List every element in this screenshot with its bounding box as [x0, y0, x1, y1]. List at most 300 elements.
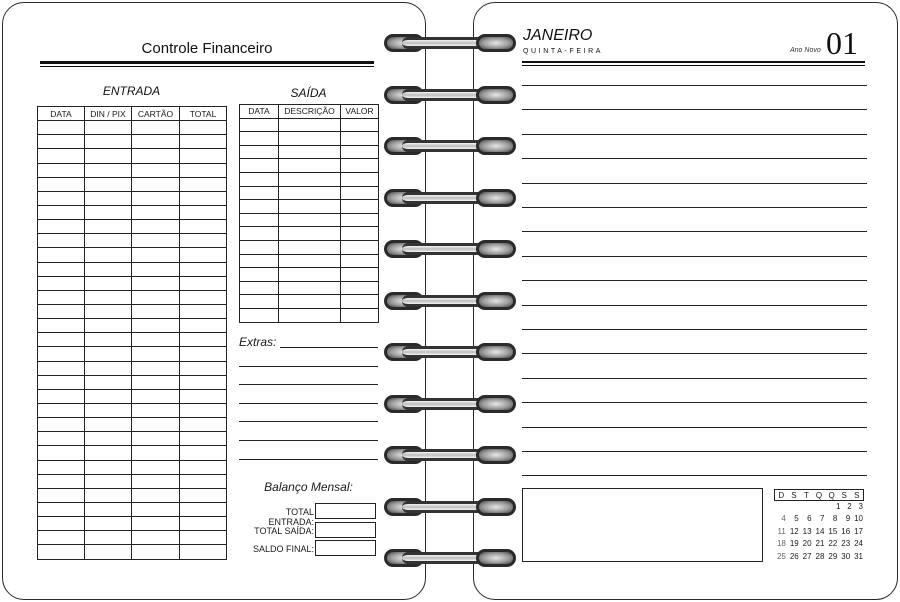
table-cell — [132, 488, 180, 502]
entrada-label: ENTRADA — [102, 84, 161, 98]
table-cell — [85, 418, 132, 432]
table-cell — [132, 446, 180, 460]
entrada-row — [38, 432, 227, 446]
calendar-day: 2 — [847, 502, 852, 511]
table-cell — [38, 347, 85, 361]
entrada-row — [38, 545, 227, 559]
spiral-coil — [384, 238, 516, 260]
table-cell — [180, 432, 227, 446]
table-cell — [180, 474, 227, 488]
table-cell — [38, 177, 85, 191]
spiral-coil — [384, 84, 516, 106]
table-cell — [132, 474, 180, 488]
entrada-row — [38, 333, 227, 347]
entrada-row — [38, 403, 227, 417]
table-cell — [279, 132, 341, 146]
table-cell — [132, 163, 180, 177]
table-cell — [38, 234, 85, 248]
weekday-label: QUINTA-FEIRA — [523, 48, 604, 55]
header-divider-thin — [522, 65, 865, 66]
table-cell — [180, 418, 227, 432]
table-cell — [38, 319, 85, 333]
spiral-coil — [384, 547, 516, 569]
entrada-row — [38, 177, 227, 191]
note-line — [522, 207, 867, 208]
table-cell — [240, 295, 279, 309]
entrada-row — [38, 149, 227, 163]
table-cell — [240, 213, 279, 227]
calendar-day: 3 — [858, 502, 863, 511]
entrada-col-data: DATA — [38, 107, 85, 121]
spiral-coil — [384, 496, 516, 518]
table-cell — [38, 474, 85, 488]
table-cell — [132, 333, 180, 347]
note-line — [522, 451, 867, 452]
calendar-day: 4 — [781, 514, 786, 524]
table-cell — [180, 446, 227, 460]
calendar-day: 24 — [854, 539, 864, 549]
calendar-day: 22 — [828, 539, 838, 549]
table-cell — [38, 403, 85, 417]
calendar-day: 30 — [841, 551, 851, 561]
table-cell — [38, 333, 85, 347]
extras-line — [239, 459, 378, 460]
table-cell — [341, 295, 379, 309]
table-cell — [38, 545, 85, 559]
saida-row — [240, 186, 379, 200]
table-cell — [240, 172, 279, 186]
calendar-day: 7 — [819, 514, 825, 524]
holiday-label: Ano Novo — [790, 47, 821, 54]
calendar-day: 1 — [836, 502, 841, 511]
table-cell — [180, 177, 227, 191]
table-cell — [38, 375, 85, 389]
table-cell — [85, 248, 132, 262]
extras-line — [239, 366, 378, 367]
table-cell — [341, 240, 379, 254]
table-cell — [85, 276, 132, 290]
entrada-row — [38, 502, 227, 516]
saida-col-descricao: DESCRIÇÃO — [279, 105, 341, 119]
note-line — [522, 183, 867, 184]
entrada-row — [38, 205, 227, 219]
table-cell — [38, 276, 85, 290]
table-cell — [85, 262, 132, 276]
calendar-day: 8 — [832, 514, 838, 524]
title-divider-thin — [40, 66, 374, 67]
calendar-week — [774, 513, 864, 525]
calendar-day: 28 — [815, 551, 825, 561]
calendar-day: 5 — [794, 514, 799, 524]
calendar-day: 29 — [828, 551, 838, 561]
note-line — [522, 475, 867, 476]
saida-row — [240, 159, 379, 173]
table-cell — [180, 319, 227, 333]
calendar-week — [774, 551, 864, 563]
table-cell — [38, 517, 85, 531]
entrada-row — [38, 304, 227, 318]
table-cell — [85, 205, 132, 219]
saida-row — [240, 295, 379, 309]
table-cell — [85, 545, 132, 559]
note-line — [522, 427, 867, 428]
table-cell — [240, 268, 279, 282]
calendar-day: 9 — [845, 514, 851, 524]
table-cell — [85, 389, 132, 403]
table-cell — [38, 135, 85, 149]
table-cell — [132, 375, 180, 389]
entrada-row — [38, 248, 227, 262]
calendar-day: 11 — [777, 526, 786, 536]
spiral-coil — [384, 444, 516, 466]
table-cell — [240, 186, 279, 200]
table-cell — [180, 234, 227, 248]
table-cell — [180, 205, 227, 219]
calendar-day: 31 — [854, 551, 864, 561]
table-cell — [279, 308, 341, 322]
table-cell — [240, 254, 279, 268]
saida-row — [240, 200, 379, 214]
entrada-row — [38, 276, 227, 290]
table-cell — [85, 460, 132, 474]
entrada-row — [38, 290, 227, 304]
table-cell — [341, 159, 379, 173]
table-cell — [85, 403, 132, 417]
header-divider — [522, 61, 865, 63]
table-cell — [38, 191, 85, 205]
table-cell — [180, 149, 227, 163]
saida-row — [240, 172, 379, 186]
entrada-row — [38, 135, 227, 149]
table-cell — [341, 227, 379, 241]
table-cell — [132, 262, 180, 276]
table-cell — [85, 220, 132, 234]
table-cell — [132, 304, 180, 318]
extras-line — [239, 440, 378, 441]
note-line — [522, 280, 867, 281]
saida-col-data: DATA — [240, 105, 279, 119]
saida-row — [240, 308, 379, 322]
table-cell — [180, 163, 227, 177]
saida-row — [240, 240, 379, 254]
table-cell — [85, 177, 132, 191]
table-cell — [180, 276, 227, 290]
note-line — [522, 231, 867, 232]
table-cell — [85, 290, 132, 304]
entrada-row — [38, 418, 227, 432]
table-cell — [38, 531, 85, 545]
table-cell — [132, 347, 180, 361]
table-cell — [85, 432, 132, 446]
table-cell — [132, 234, 180, 248]
table-cell — [132, 531, 180, 545]
table-cell — [85, 333, 132, 347]
note-line — [522, 256, 867, 257]
table-cell — [279, 240, 341, 254]
table-cell — [341, 118, 379, 132]
table-cell — [38, 389, 85, 403]
table-cell — [279, 295, 341, 309]
calendar-day: 23 — [841, 539, 851, 549]
calendar-day: 6 — [807, 514, 812, 524]
table-cell — [85, 191, 132, 205]
entrada-col-total: TOTAL — [180, 107, 227, 121]
table-cell — [180, 517, 227, 531]
total-entrada-box — [315, 503, 376, 519]
table-cell — [132, 248, 180, 262]
table-cell — [180, 304, 227, 318]
saida-header-row — [240, 105, 379, 119]
entrada-row — [38, 262, 227, 276]
calendar-week — [774, 526, 864, 538]
entrada-col-din-pix: DIN / PIX — [85, 107, 132, 121]
table-cell — [180, 361, 227, 375]
table-cell — [132, 517, 180, 531]
entrada-row — [38, 531, 227, 545]
table-cell — [341, 213, 379, 227]
table-cell — [132, 135, 180, 149]
table-cell — [240, 308, 279, 322]
balanco-label: Balanço Mensal: — [264, 480, 353, 494]
table-cell — [38, 432, 85, 446]
table-cell — [85, 163, 132, 177]
calendar-day: 14 — [815, 526, 825, 536]
table-cell — [132, 205, 180, 219]
note-line — [522, 134, 867, 135]
table-cell — [132, 121, 180, 135]
table-cell — [180, 191, 227, 205]
table-cell — [38, 304, 85, 318]
table-cell — [180, 135, 227, 149]
table-cell — [279, 200, 341, 214]
table-cell — [132, 418, 180, 432]
month-title: JANEIRO — [523, 27, 593, 44]
table-cell — [180, 502, 227, 516]
table-cell — [180, 121, 227, 135]
table-cell — [180, 389, 227, 403]
table-cell — [180, 248, 227, 262]
day-number: 01 — [826, 25, 858, 61]
entrada-col-cartao: CARTÃO — [132, 107, 180, 121]
table-cell — [341, 132, 379, 146]
table-cell — [38, 163, 85, 177]
spiral-coil — [384, 393, 516, 415]
extras-line — [239, 421, 378, 422]
table-cell — [341, 281, 379, 295]
table-cell — [38, 121, 85, 135]
calendar-weekday: Q — [828, 491, 835, 500]
table-cell — [132, 432, 180, 446]
entrada-row — [38, 446, 227, 460]
table-cell — [279, 172, 341, 186]
table-cell — [180, 488, 227, 502]
table-cell — [341, 172, 379, 186]
table-cell — [85, 474, 132, 488]
table-cell — [240, 200, 279, 214]
calendar-week — [774, 538, 864, 550]
table-cell — [180, 403, 227, 417]
table-cell — [85, 446, 132, 460]
extras-line — [280, 347, 378, 348]
note-line — [522, 305, 867, 306]
table-cell — [279, 281, 341, 295]
table-cell — [38, 418, 85, 432]
table-cell — [85, 531, 132, 545]
calendar-week — [774, 501, 864, 513]
calendar-day: 10 — [854, 514, 864, 524]
saida-table — [239, 104, 379, 323]
entrada-row — [38, 121, 227, 135]
calendar-day: 18 — [776, 539, 786, 549]
table-cell — [132, 545, 180, 559]
table-cell — [132, 361, 180, 375]
spiral-coil — [384, 32, 516, 54]
table-cell — [85, 304, 132, 318]
spiral-coil — [384, 187, 516, 209]
table-cell — [279, 213, 341, 227]
table-cell — [38, 361, 85, 375]
entrada-row — [38, 220, 227, 234]
table-cell — [279, 145, 341, 159]
table-cell — [38, 446, 85, 460]
spiral-coil — [384, 135, 516, 157]
table-cell — [240, 281, 279, 295]
table-cell — [85, 135, 132, 149]
table-cell — [132, 319, 180, 333]
table-cell — [132, 191, 180, 205]
entrada-row — [38, 460, 227, 474]
table-cell — [38, 248, 85, 262]
table-cell — [341, 200, 379, 214]
entrada-table — [37, 106, 227, 560]
entrada-row — [38, 319, 227, 333]
table-cell — [240, 227, 279, 241]
table-cell — [85, 375, 132, 389]
table-cell — [38, 149, 85, 163]
table-cell — [180, 347, 227, 361]
table-cell — [85, 488, 132, 502]
table-cell — [341, 145, 379, 159]
notes-box — [522, 488, 763, 562]
note-line — [522, 353, 867, 354]
note-line — [522, 402, 867, 403]
table-cell — [132, 276, 180, 290]
table-cell — [85, 319, 132, 333]
calendar-day: 12 — [789, 526, 799, 536]
table-cell — [279, 159, 341, 173]
calendar-weekday: S — [841, 491, 847, 500]
table-cell — [85, 121, 132, 135]
calendar-header — [774, 489, 864, 501]
saldo-final-box — [315, 540, 376, 556]
note-line — [522, 109, 867, 110]
calendar-day: 15 — [828, 526, 838, 536]
page-title: Controle Financeiro — [141, 40, 273, 57]
total-saida-label: TOTAL SAÍDA: — [254, 526, 314, 536]
saida-label: SAÍDA — [290, 86, 327, 100]
entrada-header-row — [38, 107, 227, 121]
note-line — [522, 329, 867, 330]
table-cell — [132, 290, 180, 304]
table-cell — [240, 145, 279, 159]
extras-label: Extras: — [239, 335, 277, 349]
entrada-row — [38, 163, 227, 177]
table-cell — [279, 227, 341, 241]
total-entrada-label: TOTAL ENTRADA: — [268, 507, 314, 527]
table-cell — [341, 254, 379, 268]
mini-calendar — [774, 489, 864, 563]
entrada-row — [38, 347, 227, 361]
calendar-weekday: Q — [815, 491, 823, 500]
saida-row — [240, 213, 379, 227]
table-cell — [38, 262, 85, 276]
calendar-day: 13 — [802, 526, 812, 536]
saida-row — [240, 132, 379, 146]
calendar-day: 19 — [789, 539, 799, 549]
calendar-day: 17 — [854, 526, 864, 536]
entrada-row — [38, 375, 227, 389]
spiral-coil — [384, 341, 516, 363]
extras-line — [239, 384, 378, 385]
extras-line — [239, 403, 378, 404]
table-cell — [85, 234, 132, 248]
table-cell — [240, 240, 279, 254]
saida-col-valor: VALOR — [341, 105, 379, 119]
table-cell — [38, 488, 85, 502]
table-cell — [240, 132, 279, 146]
saldo-final-label: SALDO FINAL: — [252, 544, 314, 554]
table-cell — [132, 460, 180, 474]
table-cell — [180, 333, 227, 347]
table-cell — [132, 502, 180, 516]
table-cell — [38, 205, 85, 219]
table-cell — [180, 375, 227, 389]
table-cell — [132, 403, 180, 417]
table-cell — [279, 254, 341, 268]
table-cell — [341, 186, 379, 200]
calendar-day: 20 — [802, 539, 812, 549]
table-cell — [180, 531, 227, 545]
calendar-day: 25 — [776, 551, 786, 561]
table-cell — [132, 220, 180, 234]
entrada-row — [38, 191, 227, 205]
note-line — [522, 85, 867, 86]
table-cell — [180, 220, 227, 234]
saida-row — [240, 227, 379, 241]
entrada-row — [38, 517, 227, 531]
table-cell — [38, 502, 85, 516]
calendar-day: 27 — [802, 551, 812, 561]
saida-row — [240, 145, 379, 159]
calendar-weekday: T — [804, 491, 809, 500]
note-line — [522, 158, 867, 159]
spiral-coil — [384, 290, 516, 312]
entrada-row — [38, 389, 227, 403]
calendar-day: 16 — [841, 526, 851, 536]
table-cell — [38, 220, 85, 234]
entrada-row — [38, 234, 227, 248]
saida-row — [240, 118, 379, 132]
table-cell — [85, 502, 132, 516]
table-cell — [279, 268, 341, 282]
total-saida-box — [315, 522, 376, 538]
table-cell — [85, 517, 132, 531]
title-divider — [40, 61, 374, 64]
calendar-day: 26 — [789, 551, 799, 561]
entrada-row — [38, 474, 227, 488]
table-cell — [279, 186, 341, 200]
table-cell — [85, 347, 132, 361]
